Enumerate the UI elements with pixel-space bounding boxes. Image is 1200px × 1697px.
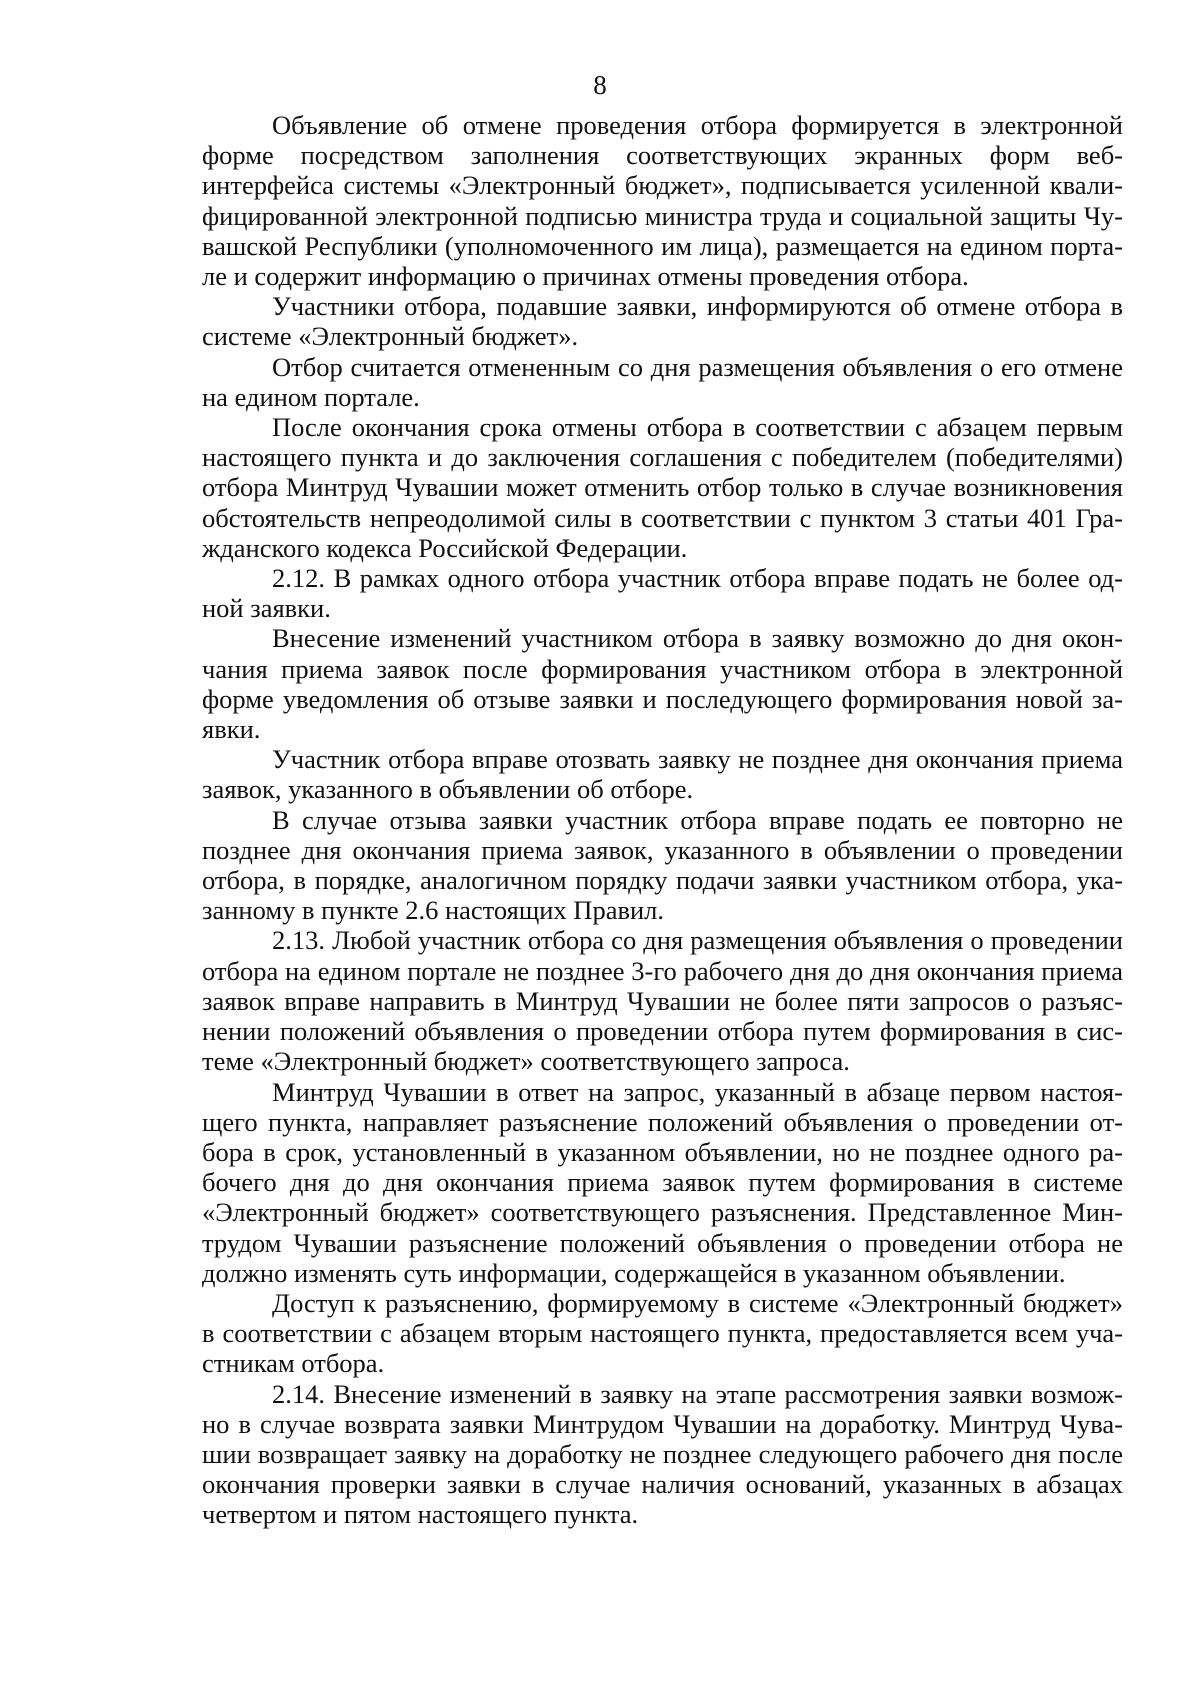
paragraph: Отбор считается отмененным со дня размещения объявления о его отмене на едином портале. [202,351,1123,412]
paragraph: Участник отбора вправе отозвать заявку не позднее дня окончания приема заявок, указанного в объявлении об отборе. [202,744,1123,805]
paragraph: 2.13. Любой участник отбора со дня размещения объявления о проведении отбора на едином портале не позднее 3-го рабочего дня до дня окончания приема заявок вправе направить в Минтруд Чувашии не более пяти запросов о разъяснении положений объявления о проведении отбора путем формирования в системе «Электронный бюджет» соответствующего запроса. [202,925,1123,1077]
paragraph: Внесение изменений участником отбора в заявку возможно до дня окончания приема заявок после формирования участником отбора в электронной форме уведомления об отзыве заявки и последующего формирования новой заявки. [202,623,1123,745]
paragraph: Участники отбора, подавшие заявки, информируются об отмене отбора в системе «Электронный бюджет». [202,291,1123,352]
document-body [202,110,1123,1530]
paragraph: 2.14. Внесение изменений в заявку на этапе рассмотрения заявки возможно в случае возврата заявки Минтрудом Чувашии на доработку. Минтруд Чувашии возвращает заявку на доработку не позднее следующего рабочего дня после окончания проверки заявки в случае наличия оснований, указанных в абзацах четвертом и пятом настоящего пункта. [202,1378,1123,1530]
paragraph: 2.12. В рамках одного отбора участник отбора вправе подать не более одной заявки. [202,563,1123,624]
page-number: 8 [593,70,607,100]
paragraph: Объявление об отмене проведения отбора формируется в электронной форме посредством заполнения соответствующих экранных форм веб-интерфейса системы «Электронный бюджет», подписывается усиленной квалифицированной электронной подписью министра труда и социальной защиты Чувашской Республики (уполномоченного им лица), размещается на едином портале и содержит информацию о причинах отмены проведения отбора. [202,110,1123,292]
paragraph: Минтруд Чувашии в ответ на запрос, указанный в абзаце первом настоящего пункта, направляет разъяснение положений объявления о проведении отбора в срок, установленный в указанном объявлении, но не позднее одного рабочего дня до дня окончания приема заявок путем формирования в системе «Электронный бюджет» соответствующего разъяснения. Представленное Минтрудом Чувашии разъяснение положений объявления о проведении отбора не должно изменять суть информации, содержащейся в указанном объявлении. [202,1076,1123,1288]
paragraph: В случае отзыва заявки участник отбора вправе подать ее повторно не позднее дня окончания приема заявок, указанного в объявлении о проведении отбора, в порядке, аналогичном порядку подачи заявки участником отбора, указанному в пункте 2.6 настоящих Правил. [202,804,1123,926]
paragraph: После окончания срока отмены отбора в соответствии с абзацем первым настоящего пункта и до заключения соглашения с победителем (победителями) отбора Минтруд Чувашии может отменить отбор только в случае возникновения обстоятельств непреодолимой силы в соответствии с пунктом 3 статьи 401 Гражданского кодекса Российской Федерации. [202,412,1123,563]
paragraph: Доступ к разъяснению, формируемому в системе «Электронный бюджет» в соответствии с абзацем вторым настоящего пункта, предоставляется всем участникам отбора. [202,1287,1123,1379]
